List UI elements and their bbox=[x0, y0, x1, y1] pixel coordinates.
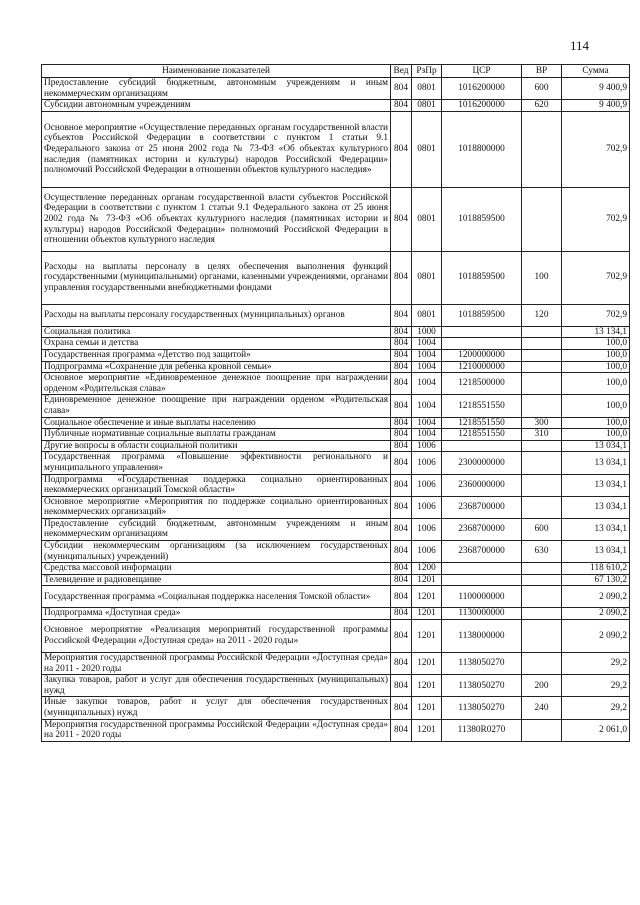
row-vr bbox=[522, 452, 562, 474]
row-rzpr: 0801 bbox=[412, 304, 442, 326]
row-sum: 100,0 bbox=[562, 338, 630, 350]
row-name: Единовременное денежное поощрение при награждении орденом «Родительская слава» bbox=[42, 395, 391, 417]
row-rzpr: 0801 bbox=[412, 187, 442, 251]
row-ved: 804 bbox=[391, 111, 412, 187]
row-ved: 804 bbox=[391, 187, 412, 251]
row-name: Государственная программа «Детство под защитой» bbox=[42, 349, 391, 361]
row-csr bbox=[442, 574, 522, 586]
row-ved: 804 bbox=[391, 349, 412, 361]
row-ved: 804 bbox=[391, 541, 412, 563]
row-sum: 13 034,1 bbox=[562, 518, 630, 540]
row-csr: 1218551550 bbox=[442, 395, 522, 417]
row-ved: 804 bbox=[391, 675, 412, 697]
row-rzpr: 0801 bbox=[412, 78, 442, 100]
row-rzpr: 1006 bbox=[412, 518, 442, 540]
row-ved: 804 bbox=[391, 78, 412, 100]
row-vr: 630 bbox=[522, 541, 562, 563]
row-rzpr: 1004 bbox=[412, 417, 442, 429]
row-sum: 2 090,2 bbox=[562, 586, 630, 608]
row-ved: 804 bbox=[391, 373, 412, 395]
row-sum: 29,2 bbox=[562, 653, 630, 675]
page-number: 114 bbox=[570, 38, 590, 53]
row-vr bbox=[522, 111, 562, 187]
row-rzpr: 1006 bbox=[412, 496, 442, 518]
row-vr: 310 bbox=[522, 429, 562, 441]
row-sum: 100,0 bbox=[562, 373, 630, 395]
table-row bbox=[42, 251, 630, 304]
row-ved: 804 bbox=[391, 452, 412, 474]
row-csr: 1016200000 bbox=[442, 100, 522, 112]
table-row bbox=[42, 440, 630, 452]
budget-table bbox=[41, 64, 630, 742]
row-csr: 2368700000 bbox=[442, 518, 522, 540]
row-csr: 1018859500 bbox=[442, 251, 522, 304]
row-ved: 804 bbox=[391, 361, 412, 373]
table-row bbox=[42, 675, 630, 697]
row-sum: 67 130,2 bbox=[562, 574, 630, 586]
row-sum: 702,9 bbox=[562, 187, 630, 251]
row-ved: 804 bbox=[391, 586, 412, 608]
row-vr bbox=[522, 496, 562, 518]
row-rzpr: 1004 bbox=[412, 429, 442, 441]
row-vr bbox=[522, 719, 562, 741]
row-name: Расходы на выплаты персоналу в целях обеспечения выполнения функций государственными (муниципальными) органами, казенными учреждениями, органами управления государственными внебюджетными фондами bbox=[42, 251, 391, 304]
row-csr: 1218551550 bbox=[442, 417, 522, 429]
row-ved: 804 bbox=[391, 100, 412, 112]
row-csr: 1016200000 bbox=[442, 78, 522, 100]
row-sum: 100,0 bbox=[562, 349, 630, 361]
row-vr bbox=[522, 586, 562, 608]
row-ved: 804 bbox=[391, 563, 412, 575]
table-row bbox=[42, 111, 630, 187]
row-sum: 100,0 bbox=[562, 417, 630, 429]
row-csr bbox=[442, 440, 522, 452]
row-rzpr: 1006 bbox=[412, 452, 442, 474]
row-sum: 702,9 bbox=[562, 304, 630, 326]
header-sum: Сумма bbox=[562, 65, 630, 78]
row-sum: 13 034,1 bbox=[562, 440, 630, 452]
row-rzpr: 0801 bbox=[412, 251, 442, 304]
row-sum: 100,0 bbox=[562, 361, 630, 373]
row-sum: 100,0 bbox=[562, 395, 630, 417]
row-vr: 600 bbox=[522, 518, 562, 540]
row-csr: 11380R0270 bbox=[442, 719, 522, 741]
row-name: Предоставление субсидий бюджетным, автономным учреждениям и иным некоммерческим организациям bbox=[42, 518, 391, 540]
table-row bbox=[42, 452, 630, 474]
row-csr: 1218500000 bbox=[442, 373, 522, 395]
row-vr bbox=[522, 474, 562, 496]
table-row bbox=[42, 78, 630, 100]
row-sum: 13 034,1 bbox=[562, 452, 630, 474]
table-row bbox=[42, 338, 630, 350]
row-rzpr: 1006 bbox=[412, 474, 442, 496]
row-ved: 804 bbox=[391, 719, 412, 741]
row-csr bbox=[442, 326, 522, 338]
row-name: Субсидии некоммерческим организациям (за исключением государственных (муниципальных) учреждений) bbox=[42, 541, 391, 563]
row-rzpr: 1200 bbox=[412, 563, 442, 575]
table-row bbox=[42, 429, 630, 441]
table-row bbox=[42, 304, 630, 326]
row-ved: 804 bbox=[391, 304, 412, 326]
header-vr: ВР bbox=[522, 65, 562, 78]
row-sum: 13 134,1 bbox=[562, 326, 630, 338]
row-csr: 1138050270 bbox=[442, 675, 522, 697]
row-csr: 1138000000 bbox=[442, 620, 522, 653]
row-csr: 1138050270 bbox=[442, 697, 522, 719]
row-rzpr: 1201 bbox=[412, 675, 442, 697]
row-name: Государственная программа «Социальная поддержка населения Томской области» bbox=[42, 586, 391, 608]
table-row bbox=[42, 474, 630, 496]
row-rzpr: 1006 bbox=[412, 541, 442, 563]
row-csr: 1218551550 bbox=[442, 429, 522, 441]
row-csr: 1100000000 bbox=[442, 586, 522, 608]
row-csr: 1210000000 bbox=[442, 361, 522, 373]
table-row bbox=[42, 187, 630, 251]
row-vr: 240 bbox=[522, 697, 562, 719]
row-name: Закупка товаров, работ и услуг для обеспечения государственных (муниципальных) нужд bbox=[42, 675, 391, 697]
row-vr bbox=[522, 563, 562, 575]
row-ved: 804 bbox=[391, 429, 412, 441]
table-body bbox=[42, 78, 630, 742]
row-vr bbox=[522, 326, 562, 338]
header-ved: Вед bbox=[391, 65, 412, 78]
row-vr bbox=[522, 361, 562, 373]
row-ved: 804 bbox=[391, 326, 412, 338]
row-csr: 1018859500 bbox=[442, 304, 522, 326]
row-vr bbox=[522, 653, 562, 675]
table-row bbox=[42, 541, 630, 563]
row-rzpr: 1004 bbox=[412, 395, 442, 417]
row-csr: 2300000000 bbox=[442, 452, 522, 474]
row-vr bbox=[522, 187, 562, 251]
row-sum: 13 034,1 bbox=[562, 496, 630, 518]
table-row bbox=[42, 395, 630, 417]
table-row bbox=[42, 563, 630, 575]
row-sum: 29,2 bbox=[562, 697, 630, 719]
row-name: Иные закупки товаров, работ и услуг для обеспечения государственных (муниципальных) нужд bbox=[42, 697, 391, 719]
row-vr bbox=[522, 395, 562, 417]
table-row bbox=[42, 586, 630, 608]
row-vr bbox=[522, 373, 562, 395]
row-vr: 600 bbox=[522, 78, 562, 100]
row-rzpr: 1004 bbox=[412, 349, 442, 361]
row-ved: 804 bbox=[391, 251, 412, 304]
row-csr: 1200000000 bbox=[442, 349, 522, 361]
row-rzpr: 1004 bbox=[412, 361, 442, 373]
row-vr bbox=[522, 574, 562, 586]
row-rzpr: 1004 bbox=[412, 338, 442, 350]
row-sum: 100,0 bbox=[562, 429, 630, 441]
table-row bbox=[42, 349, 630, 361]
row-name: Социальная политика bbox=[42, 326, 391, 338]
header-csr: ЦСР bbox=[442, 65, 522, 78]
row-ved: 804 bbox=[391, 338, 412, 350]
row-rzpr: 1201 bbox=[412, 620, 442, 653]
row-name: Подпрограмма «Государственная поддержка социально ориентированных некоммерческих организаций Томской области» bbox=[42, 474, 391, 496]
row-ved: 804 bbox=[391, 574, 412, 586]
row-name: Основное мероприятие «Осуществление переданных органам государственной власти субъектов Российской Федерации в соответствии с пунктом 1 статьи 9.1 Федерального закона от 25 июня 2002 года № 73-ФЗ «Об объектах культурного наследия (памятниках истории и культуры) народов Российской Федерации» полномочий Российской Федерации в отношении объектов культурного наследия» bbox=[42, 111, 391, 187]
row-vr: 300 bbox=[522, 417, 562, 429]
row-name: Основное мероприятие «Реализация мероприятий государственной программы Российской Федерации «Доступная среда» на 2011 - 2020 годы» bbox=[42, 620, 391, 653]
row-csr: 2360000000 bbox=[442, 474, 522, 496]
row-name: Подпрограмма «Доступная среда» bbox=[42, 608, 391, 620]
table-row bbox=[42, 518, 630, 540]
row-ved: 804 bbox=[391, 395, 412, 417]
row-csr: 1018800000 bbox=[442, 111, 522, 187]
row-ved: 804 bbox=[391, 620, 412, 653]
row-ved: 804 bbox=[391, 474, 412, 496]
row-rzpr: 1201 bbox=[412, 586, 442, 608]
header-name: Наименование показателей bbox=[42, 65, 391, 78]
table-row bbox=[42, 697, 630, 719]
row-vr: 200 bbox=[522, 675, 562, 697]
row-ved: 804 bbox=[391, 440, 412, 452]
table-row bbox=[42, 574, 630, 586]
row-csr bbox=[442, 563, 522, 575]
row-csr: 2368700000 bbox=[442, 496, 522, 518]
table-row bbox=[42, 326, 630, 338]
row-csr: 1130000000 bbox=[442, 608, 522, 620]
row-vr bbox=[522, 338, 562, 350]
table-row bbox=[42, 608, 630, 620]
row-sum: 2 061,0 bbox=[562, 719, 630, 741]
row-name: Публичные нормативные социальные выплаты гражданам bbox=[42, 429, 391, 441]
row-csr: 1138050270 bbox=[442, 653, 522, 675]
row-vr bbox=[522, 608, 562, 620]
table-row bbox=[42, 373, 630, 395]
row-name: Телевидение и радиовещание bbox=[42, 574, 391, 586]
row-rzpr: 1201 bbox=[412, 574, 442, 586]
row-rzpr: 1000 bbox=[412, 326, 442, 338]
row-name: Мероприятия государственной программы Российской Федерации «Доступная среда» на 2011 - 2020 годы bbox=[42, 653, 391, 675]
row-name: Субсидии автономным учреждениям bbox=[42, 100, 391, 112]
table-row bbox=[42, 496, 630, 518]
row-rzpr: 1201 bbox=[412, 697, 442, 719]
row-ved: 804 bbox=[391, 518, 412, 540]
table-row bbox=[42, 361, 630, 373]
row-vr bbox=[522, 440, 562, 452]
row-vr bbox=[522, 349, 562, 361]
row-sum: 702,9 bbox=[562, 251, 630, 304]
row-rzpr: 1201 bbox=[412, 608, 442, 620]
row-rzpr: 1201 bbox=[412, 653, 442, 675]
row-name: Государственная программа «Повышение эффективности регионального и муниципального управления» bbox=[42, 452, 391, 474]
row-sum: 2 090,2 bbox=[562, 620, 630, 653]
row-ved: 804 bbox=[391, 653, 412, 675]
row-name: Подпрограмма «Сохранение для ребенка кровной семьи» bbox=[42, 361, 391, 373]
table-row bbox=[42, 620, 630, 653]
row-rzpr: 1006 bbox=[412, 440, 442, 452]
row-name: Другие вопросы в области социальной политики bbox=[42, 440, 391, 452]
row-name: Основное мероприятие «Единовременное денежное поощрение при награждении орденом «Родительская слава» bbox=[42, 373, 391, 395]
row-sum: 9 400,9 bbox=[562, 100, 630, 112]
row-ved: 804 bbox=[391, 608, 412, 620]
row-sum: 9 400,9 bbox=[562, 78, 630, 100]
row-sum: 702,9 bbox=[562, 111, 630, 187]
row-vr: 620 bbox=[522, 100, 562, 112]
row-name: Осуществление переданных органам государственной власти субъектов Российской Федерации в соответствии с пунктом 1 статьи 9.1 Федерального закона от 25 июня 2002 года № 73-ФЗ «Об объектах культурного наследия (памятниках истории и культуры) народов Российской Федерации» полномочий Российской Федерации в отношении объектов культурного наследия bbox=[42, 187, 391, 251]
table-row bbox=[42, 719, 630, 741]
row-name: Мероприятия государственной программы Российской Федерации «Доступная среда» на 2011 - 2020 годы bbox=[42, 719, 391, 741]
table-header-row bbox=[42, 65, 630, 78]
table-row bbox=[42, 653, 630, 675]
row-sum: 118 610,2 bbox=[562, 563, 630, 575]
row-vr bbox=[522, 620, 562, 653]
row-rzpr: 1004 bbox=[412, 373, 442, 395]
row-sum: 13 034,1 bbox=[562, 474, 630, 496]
row-name: Социальное обеспечение и иные выплаты населению bbox=[42, 417, 391, 429]
row-name: Средства массовой информации bbox=[42, 563, 391, 575]
row-rzpr: 0801 bbox=[412, 100, 442, 112]
row-rzpr: 1201 bbox=[412, 719, 442, 741]
row-vr: 120 bbox=[522, 304, 562, 326]
table-row bbox=[42, 100, 630, 112]
row-name: Расходы на выплаты персоналу государственных (муниципальных) органов bbox=[42, 304, 391, 326]
row-csr: 1018859500 bbox=[442, 187, 522, 251]
row-name: Предоставление субсидий бюджетным, автономным учреждениям и иным некоммерческим организациям bbox=[42, 78, 391, 100]
header-rzpr: РзПр bbox=[412, 65, 442, 78]
row-csr bbox=[442, 338, 522, 350]
table-row bbox=[42, 417, 630, 429]
row-name: Охрана семьи и детства bbox=[42, 338, 391, 350]
row-sum: 13 034,1 bbox=[562, 541, 630, 563]
row-csr: 2368700000 bbox=[442, 541, 522, 563]
row-vr: 100 bbox=[522, 251, 562, 304]
row-sum: 2 090,2 bbox=[562, 608, 630, 620]
row-ved: 804 bbox=[391, 697, 412, 719]
row-ved: 804 bbox=[391, 496, 412, 518]
row-rzpr: 0801 bbox=[412, 111, 442, 187]
row-ved: 804 bbox=[391, 417, 412, 429]
row-sum: 29,2 bbox=[562, 675, 630, 697]
row-name: Основное мероприятие «Мероприятия по поддержке социально ориентированных некоммерческих организаций» bbox=[42, 496, 391, 518]
